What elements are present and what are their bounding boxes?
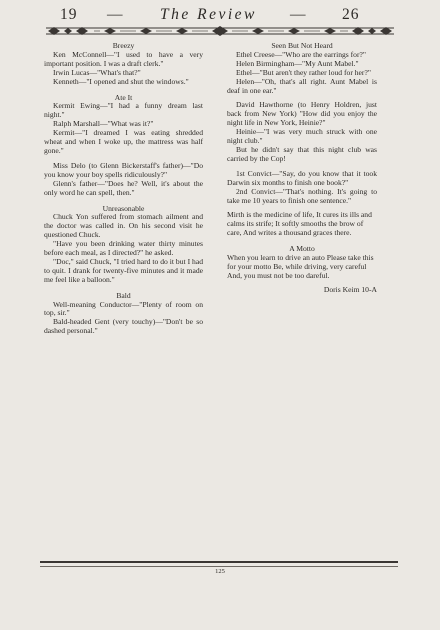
joke-line: Helen Birmingham—"My Aunt Mabel."	[236, 58, 359, 68]
header-dash-right: —	[290, 6, 307, 23]
joke-line: But he didn't say that this night club was carried by the Cop!	[227, 144, 377, 163]
joke-line: Helen—"Oh, that's all right. Aunt Mabel is deaf in one ear."	[227, 76, 377, 95]
joke-line: Ethel Creese—"Who are the earrings for?"	[236, 49, 366, 59]
verse-mirth: Mirth is the medicine of life, It cures its ills and calms its strife; It softly smooths the brow of care, And writes a thousand graces there.	[227, 210, 372, 238]
joke-line: Kermit Ewing—"I had a funny dream last night."	[44, 101, 203, 120]
joke-heading-bald: Bald	[116, 290, 131, 300]
joke-line: 1st Convict—"Say, do you know that it took Darwin six months to finish one book?"	[227, 168, 377, 187]
joke-line: "Doc," said Chuck, "I tried hard to do it but I had to quit. I drank for twenty-five minutes and it made me feel like a balloon."	[44, 256, 203, 284]
joke-line: Miss Delo (to Glenn Bickerstaff's father)—"Do you know your boy spells ridiculously?"	[44, 160, 203, 179]
joke-heading-seen-but-not-heard: Seen But Not Heard	[271, 41, 333, 50]
joke-line: Kermit—"I dreamed I was eating shredded wheat and when I woke up, the mattress was half gone."	[44, 128, 203, 155]
joke-line: Kenneth—"I opened and shut the windows."	[53, 76, 189, 86]
joke-line: "Have you been drinking water thirty minutes before each meal, as I directed?" he asked.	[44, 239, 203, 258]
joke-line: David Hawthorne (to Henry Holdren, just back from New York) "How did you enjoy the night life in New York, Heinie?"	[227, 100, 377, 128]
joke-line: Irwin Lucas—"What's that?"	[53, 67, 141, 77]
verse-signature: Doris Keim 10-A	[323, 284, 377, 294]
header-left-number: 19	[60, 6, 78, 23]
decorative-border-ornament	[44, 25, 396, 37]
footer-rule	[40, 561, 398, 567]
joke-line: Well-meaning Conductor—"Plenty of room on top, sir."	[44, 299, 203, 318]
joke-line: 2nd Convict—"That's nothing. It's going to take me 10 years to finish one sentence."	[227, 186, 377, 205]
joke-line: Chuck Yon suffered from stomach ailment and the doctor was called in. On his second visit he questioned Chuck.	[44, 212, 203, 240]
joke-line: Glenn's father—"Does he? Well, it's about the only word he can spell, then."	[44, 178, 203, 197]
header-right-number: 26	[342, 6, 360, 23]
header-title: The Review	[160, 6, 257, 23]
verse-motto: When you learn to drive an auto Please take this for your motto Be, while driving, very careful And, you must not be too dareful.	[227, 253, 374, 280]
page-number: 125	[215, 568, 225, 575]
joke-heading-unreasonable: Unreasonable	[102, 203, 145, 213]
joke-heading-breezy: Breezy	[112, 41, 135, 50]
joke-line: Ralph Marshall—"What was it?"	[53, 119, 154, 129]
verse-heading-a-motto: A Motto	[289, 244, 315, 254]
left-column	[44, 42, 203, 336]
joke-line: Ethel—"But aren't they rather loud for her?"	[236, 67, 371, 77]
right-column	[227, 42, 377, 295]
joke-line: Heinie—"I was very much struck with one night club."	[227, 127, 377, 146]
joke-line: Bald-headed Gent (very touchy)—"Don't be so dashed personal."	[44, 317, 203, 336]
page-header	[52, 6, 388, 26]
joke-heading-ate-it: Ate It	[114, 92, 133, 102]
joke-line: Ken McConnell—"I used to have a very important position. I was a draft clerk."	[44, 49, 203, 68]
header-dash-left: —	[107, 6, 124, 23]
